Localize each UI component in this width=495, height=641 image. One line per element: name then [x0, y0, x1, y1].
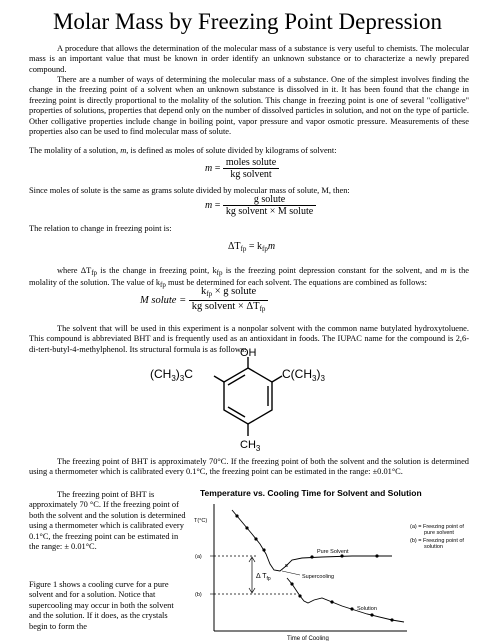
solution-label: Solution: [357, 606, 377, 612]
hydroxyl-label: OH: [240, 347, 257, 359]
delta-t-label: Δ $T_{fp}$: [256, 573, 271, 582]
bht-structure-diagram: [148, 346, 348, 456]
benzene-ring: [214, 357, 282, 436]
cooling-curve-figure: [192, 486, 482, 641]
molar-mass-equation: M solute = $\frac{k_{fp} \times g solute}{kg solvent \times \Delta T_{fp}}$: [140, 286, 268, 315]
legend-b: (b) = Freezing point of solution: [410, 538, 464, 550]
y-axis-label: T(°C): [194, 518, 208, 524]
page-title: Molar Mass by Freezing Point Depression: [52, 9, 443, 34]
molality-paragraph: The molality of a solution, m, is defined as moles of solute divided by kilograms of solvent:: [29, 146, 337, 155]
definitions-paragraph: where $\Delta T_{fp}$ is the change in freezing point, $k_{fp}$ is the freezing point depression constant for the solvent, and m is the molality of the solution. The value of $k_{fp}$ must be determined for each solvent. The equations are combined as follows:: [29, 266, 469, 290]
label-a: (a): [195, 554, 202, 560]
point-b-label: B: [285, 563, 289, 568]
bht-freezing-paragraph: The freezing point of BHT is approximately 70°C. If the freezing point of both the solvent and the solution is determined using a thermometer which is calibrated every 0.1°C, the freezing point can be estimated in the range: ±0.01°C.: [29, 457, 469, 477]
solution-curve: [287, 578, 404, 622]
colligative-paragraph: There are a number of ways of determining the molecular mass of a substance. One of the simplest involves finding the change in the freezing point of a solvent when an unknown substance is dissolved in it. It has been found that the change in freezing point is directly proportional to the molality of the solution. This change in freezing point is one of several "colligative" properties of solutions, properties that depend only on the number of dissolved particles in solution, and not on the type of particle. Other colligative properties include change in boiling point, vapor pressure and vapor osmotic pressure. Measurements of these properties also can be used to find molecular mass of solute.: [29, 75, 469, 137]
molar-mass-paragraph: Since moles of solute is the same as grams solute divided by molecular mass of solute, M, then:: [29, 186, 350, 195]
tert-butyl-left-label: $(CH_3)_3C$: [150, 367, 193, 383]
supercooling-label: Supercooling: [302, 574, 335, 580]
legend-a: (a) = Freezing point of pure solvent: [410, 524, 464, 536]
methyl-label: $CH_3$: [240, 439, 261, 453]
relation-paragraph: The relation to change in freezing point is:: [29, 224, 172, 233]
pure-solvent-label: Pure Solvent: [317, 549, 349, 555]
left-column-paragraph: The freezing point of BHT is approximately 70 °C. If the freezing point of both the solvent and the solution is determined using a thermometer which is calibrated every 0.1°C, the freezing point can be estimated in the range: ± 0.01°C.: [29, 490, 186, 552]
freezing-point-equation: $\Delta T_{fp} = k_{fp}m$: [228, 241, 276, 253]
tert-butyl-right-label: $C(CH_3)_3$: [282, 367, 325, 383]
figure-description-paragraph: Figure 1 shows a cooling curve for a pure solvent and for a solution. Notice that supercooling may occur in both the solvent and the solution. If it does, as the crystals begin to form the: [29, 580, 174, 631]
bht-paragraph: The solvent that will be used in this experiment is a nonpolar solvent with the common name butylated hydroxytoluene. This compound is abbreviated BHT and is frequently used as an antioxidant in foods. The IUPAC name for the compound is 2,6-di-tert-butyl-4-methylphenol. Its structural formula is as follows:: [29, 324, 469, 354]
intro-paragraph: A procedure that allows the determination of the molecular mass of a substance is very useful to chemists. The molecular mass is an important value that must be known in order identify an unknown substance or to characterize a newly prepared compound.: [29, 44, 469, 74]
figure-title: Temperature vs. Cooling Time for Solvent and Solution: [200, 488, 422, 498]
x-axis-label: Time of Cooling: [287, 636, 329, 641]
pure-solvent-points: [235, 514, 378, 558]
molality-mass-equation: m = $\frac{\text{g solute}}{\text{kg solvent × M solute}}$: [205, 194, 316, 217]
molality-equation: m = $\frac{\text{moles solute}}{\text{kg solvent}}$: [205, 157, 279, 180]
delta-t-arrow: [214, 556, 296, 594]
label-b: (b): [195, 592, 202, 598]
